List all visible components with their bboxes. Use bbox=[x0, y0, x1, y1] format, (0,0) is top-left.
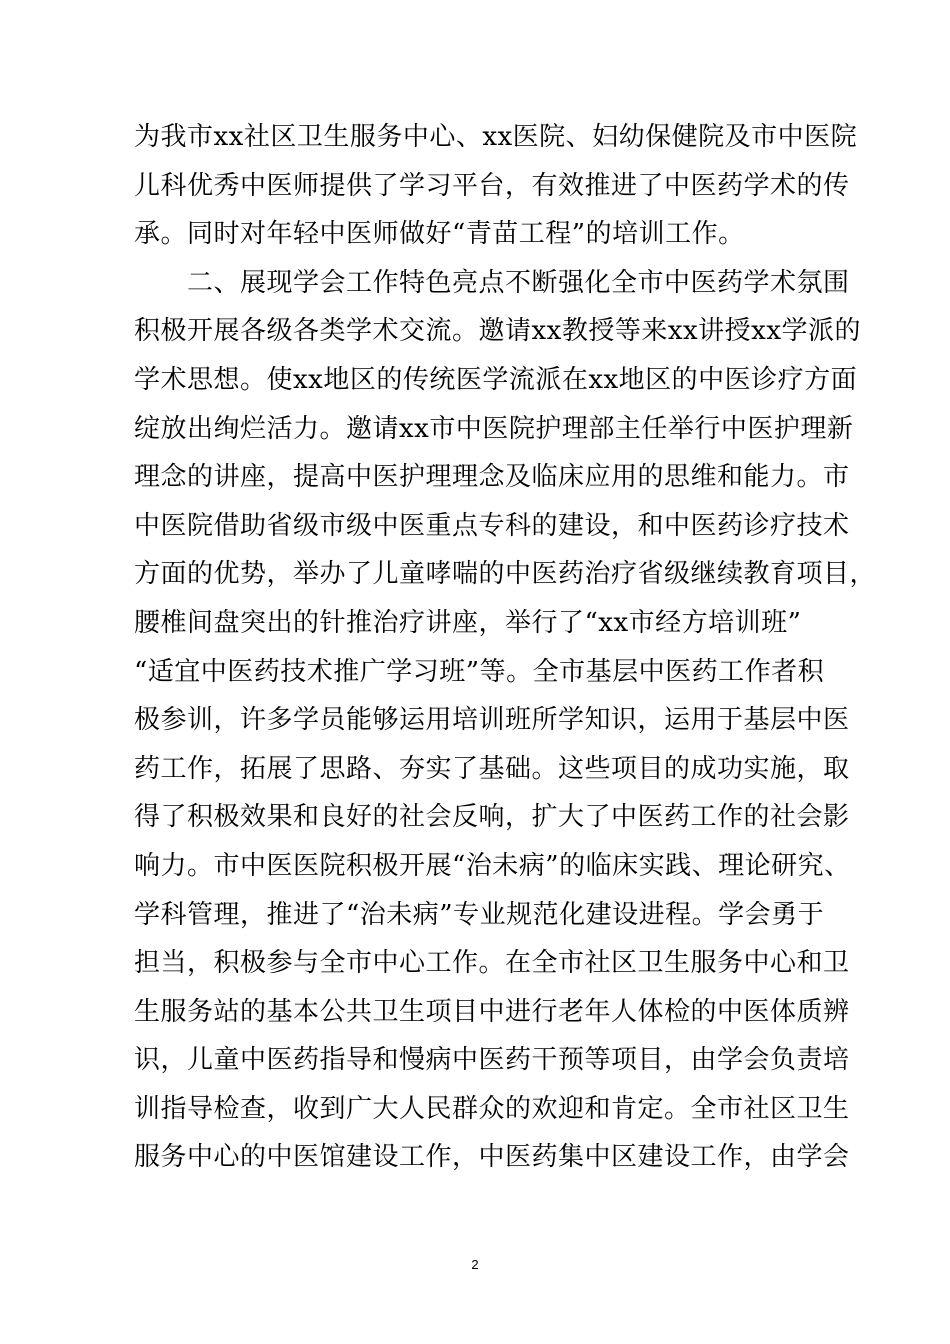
page-number: 2 bbox=[471, 1257, 479, 1272]
text-line: 生服务站的基本公共卫生项目中进行老年人体检的中医体质辨 bbox=[134, 996, 850, 1027]
text-line: 学科管理，推进了“治未病”专业规范化建设进程。学会勇于 bbox=[134, 899, 825, 930]
text-line: 积极开展各级各类学术交流。邀请xx教授等来xx讲授xx学派的 bbox=[134, 316, 861, 347]
text-line: 中医院借助省级市级中医重点专科的建设，和中医药诊疗技术 bbox=[134, 510, 850, 541]
text-line: 极参训，许多学员能够运用培训班所学知识，运用于基层中医 bbox=[134, 705, 850, 736]
text-line: 学术思想。使xx地区的传统医学流派在xx地区的中医诊疗方面 bbox=[134, 364, 858, 395]
text-line: 腰椎间盘突出的针推治疗讲座，举行了“xx市经方培训班” bbox=[134, 607, 802, 638]
section-heading-line: 二、展现学会工作特色亮点不断强化全市中医药学术氛围 bbox=[134, 267, 850, 298]
text-line: 训指导检查，收到广大人民群众的欢迎和肯定。全市社区卫生 bbox=[134, 1093, 850, 1124]
text-line: 识，儿童中医药指导和慢病中医药干预等项目，由学会负责培 bbox=[134, 1045, 850, 1076]
text-line: 承。同时对年轻中医师做好“青苗工程”的培训工作。 bbox=[134, 219, 745, 250]
text-line: “适宜中医药技术推广学习班”等。全市基层中医药工作者积 bbox=[134, 656, 825, 687]
text-line: 担当，积极参与全市中心工作。在全市社区卫生服务中心和卫 bbox=[134, 948, 850, 979]
text-line: 为我市xx社区卫生服务中心、xx医院、妇幼保健院及市中医院 bbox=[134, 122, 858, 152]
text-line: 得了积极效果和良好的社会反响，扩大了中医药工作的社会影 bbox=[134, 802, 850, 833]
text-line: 药工作，拓展了思路、夯实了基础。这些项目的成功实施，取 bbox=[134, 753, 850, 784]
document-body bbox=[134, 113, 877, 1182]
text-line: 理念的讲座，提高中医护理理念及临床应用的思维和能力。市 bbox=[134, 462, 850, 493]
text-line: 儿科优秀中医师提供了学习平台，有效推进了中医药学术的传 bbox=[134, 170, 850, 201]
text-line: 服务中心的中医馆建设工作，中医药集中区建设工作，由学会 bbox=[134, 1142, 850, 1173]
text-line: 响力。市中医医院积极开展“治未病”的临床实践、理论研究、 bbox=[134, 850, 851, 881]
text-line: 方面的优势，举办了儿童哮喘的中医药治疗省级继续教育项目， bbox=[134, 559, 877, 590]
text-line: 绽放出绚烂活力。邀请xx市中医院护理部主任举行中医护理新 bbox=[134, 413, 854, 444]
